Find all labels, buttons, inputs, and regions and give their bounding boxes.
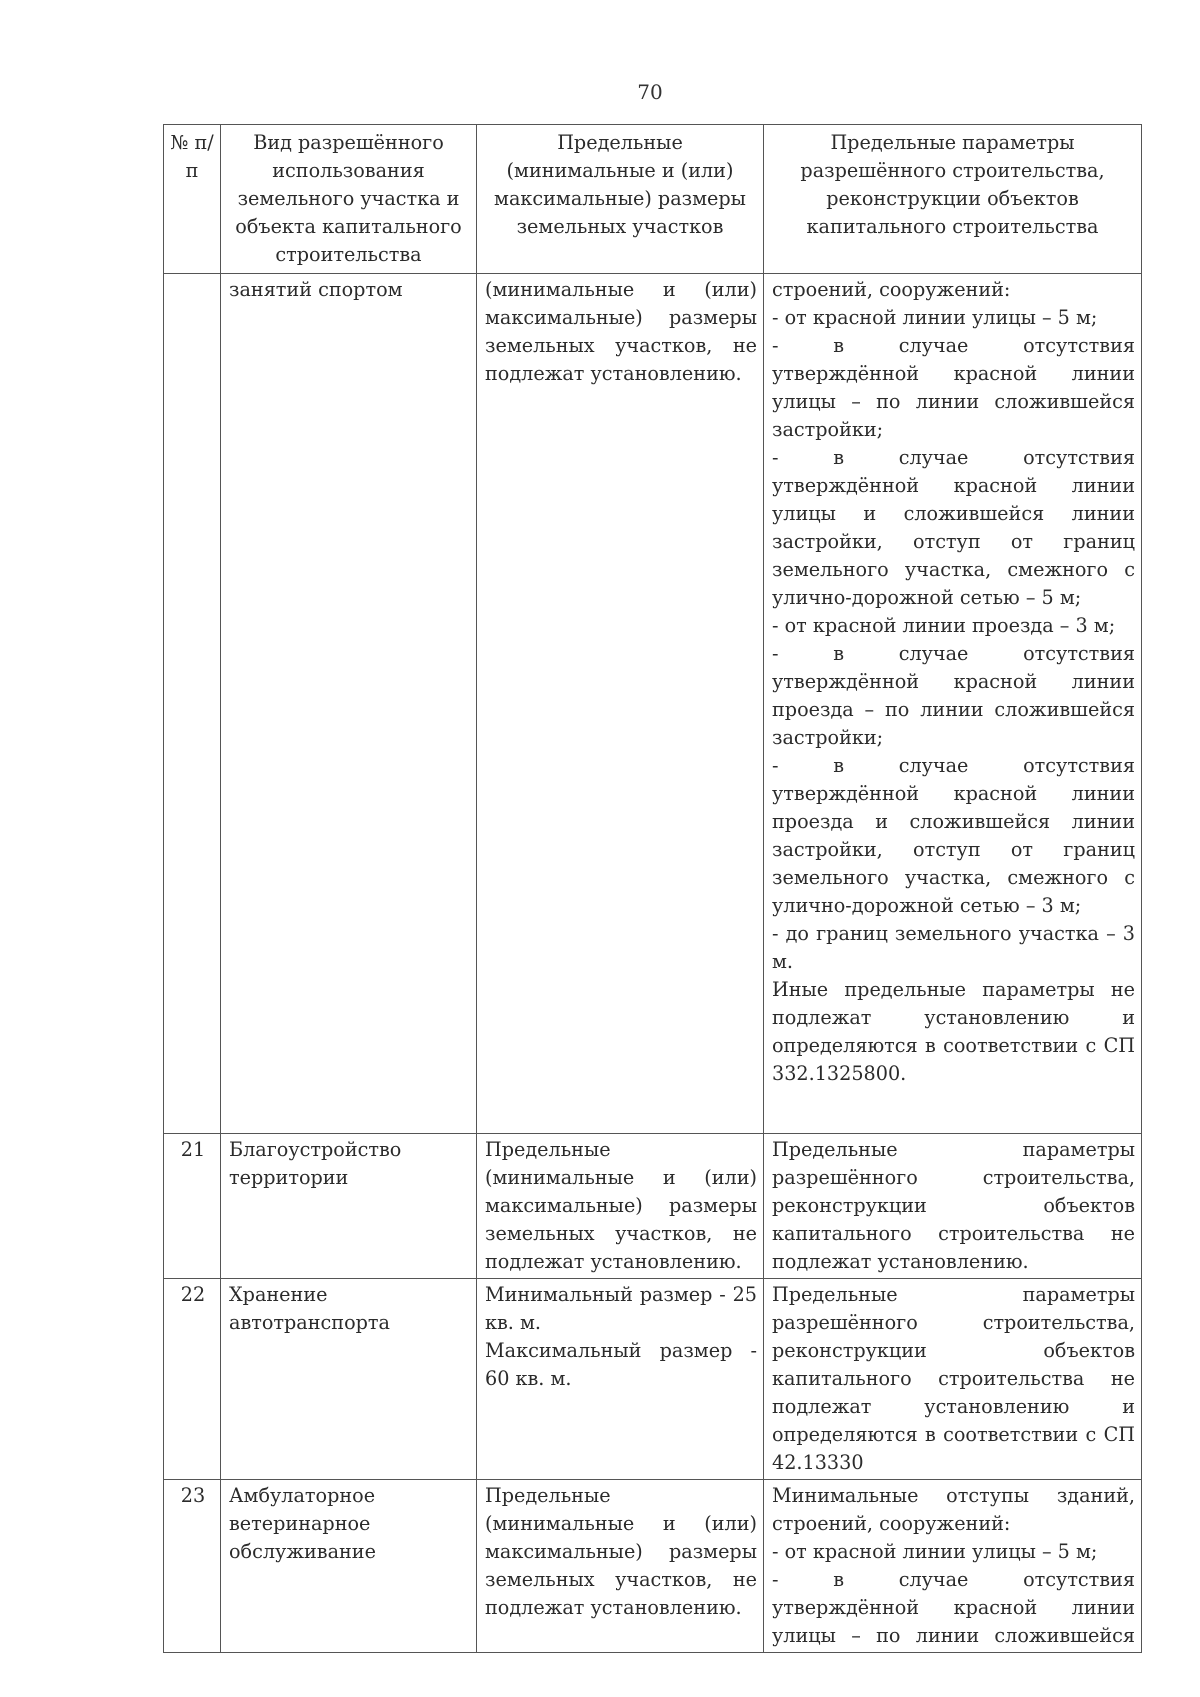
header-number: № п/п (164, 125, 221, 274)
header-build-params: Предельные параметры разрешённого строительства, реконструкции объектов капитального строительства (764, 125, 1142, 274)
row-use-kind: Амбулаторное ветеринарное обслуживание (221, 1480, 477, 1653)
size-line: Максимальный размер - 60 кв. м. (485, 1339, 757, 1390)
row-build-params (764, 1134, 1142, 1279)
table-row (164, 1480, 1142, 1653)
table-row (164, 274, 1142, 1134)
row-number: 23 (164, 1480, 221, 1653)
land-use-table (163, 124, 1142, 1653)
row-number (164, 274, 221, 1134)
param-line: - от красной линии улицы – 5 м; (772, 306, 1098, 329)
page-number: 70 (637, 80, 663, 104)
row-use-kind: занятий спортом (221, 274, 477, 1134)
table-header-row (164, 125, 1142, 274)
table-row (164, 1134, 1142, 1279)
row-use-kind: Благоустройство территории (221, 1134, 477, 1279)
row-use-kind: Хранение автотранспорта (221, 1279, 477, 1480)
row-plot-sizes (477, 1279, 764, 1480)
param-line: - от красной линии улицы – 5 м; (772, 1540, 1098, 1563)
row-build-params (764, 1480, 1142, 1653)
param-line: Минимальные отступы зданий, строений, сооружений: (772, 1484, 1135, 1535)
row-plot-sizes: (минимальные и (или) максимальные) размеры земельных участков, не подлежат установлению. (477, 274, 764, 1134)
row-number: 21 (164, 1134, 221, 1279)
param-line: - до границ земельного участка – 3 м. (772, 922, 1135, 973)
size-line: Минимальный размер - 25 кв. м. (485, 1283, 757, 1334)
param-line: - в случае отсутствия утверждённой красной линии улицы – по линии сложившейся (772, 1568, 1135, 1647)
row-plot-sizes: Предельные (минимальные и (или) максимальные) размеры земельных участков, не подлежат установлению. (477, 1480, 764, 1653)
row-build-params (764, 274, 1142, 1134)
param-line: Иные предельные параметры не подлежат установлению и определяются в соответствии с СП 332.1325800. (772, 978, 1135, 1085)
header-use-kind: Вид разрешённого использования земельного участка и объекта капитального строительства (221, 125, 477, 274)
table-row (164, 1279, 1142, 1480)
header-plot-sizes: Предельные (минимальные и (или) максимальные) размеры земельных участков (477, 125, 764, 274)
param-line: - в случае отсутствия утверждённой красной линии проезда и сложившейся линии застройки, отступ от границ земельного участка, смежного с улично-дорожной сетью – 3 м; (772, 754, 1135, 917)
param-line: - в случае отсутствия утверждённой красной линии проезда – по линии сложившейся застройки; (772, 642, 1135, 749)
param-line: - от красной линии проезда – 3 м; (772, 614, 1116, 637)
row-number: 22 (164, 1279, 221, 1480)
row-plot-sizes: Предельные (минимальные и (или) максимальные) размеры земельных участков, не подлежат установлению. (477, 1134, 764, 1279)
param-line: строений, сооружений: (772, 278, 1011, 301)
param-line: - в случае отсутствия утверждённой красной линии улицы – по линии сложившейся застройки; (772, 334, 1135, 441)
row-build-params (764, 1279, 1142, 1480)
param-line: Предельные параметры разрешённого строительства, реконструкции объектов капитального строительства не подлежат установлению и определяются в соответствии с СП 42.13330 (772, 1283, 1135, 1474)
param-line: - в случае отсутствия утверждённой красной линии улицы и сложившейся линии застройки, отступ от границ земельного участка, смежного с улично-дорожной сетью – 5 м; (772, 446, 1135, 609)
param-line: Предельные параметры разрешённого строительства, реконструкции объектов капитального строительства не подлежат установлению. (772, 1138, 1135, 1273)
